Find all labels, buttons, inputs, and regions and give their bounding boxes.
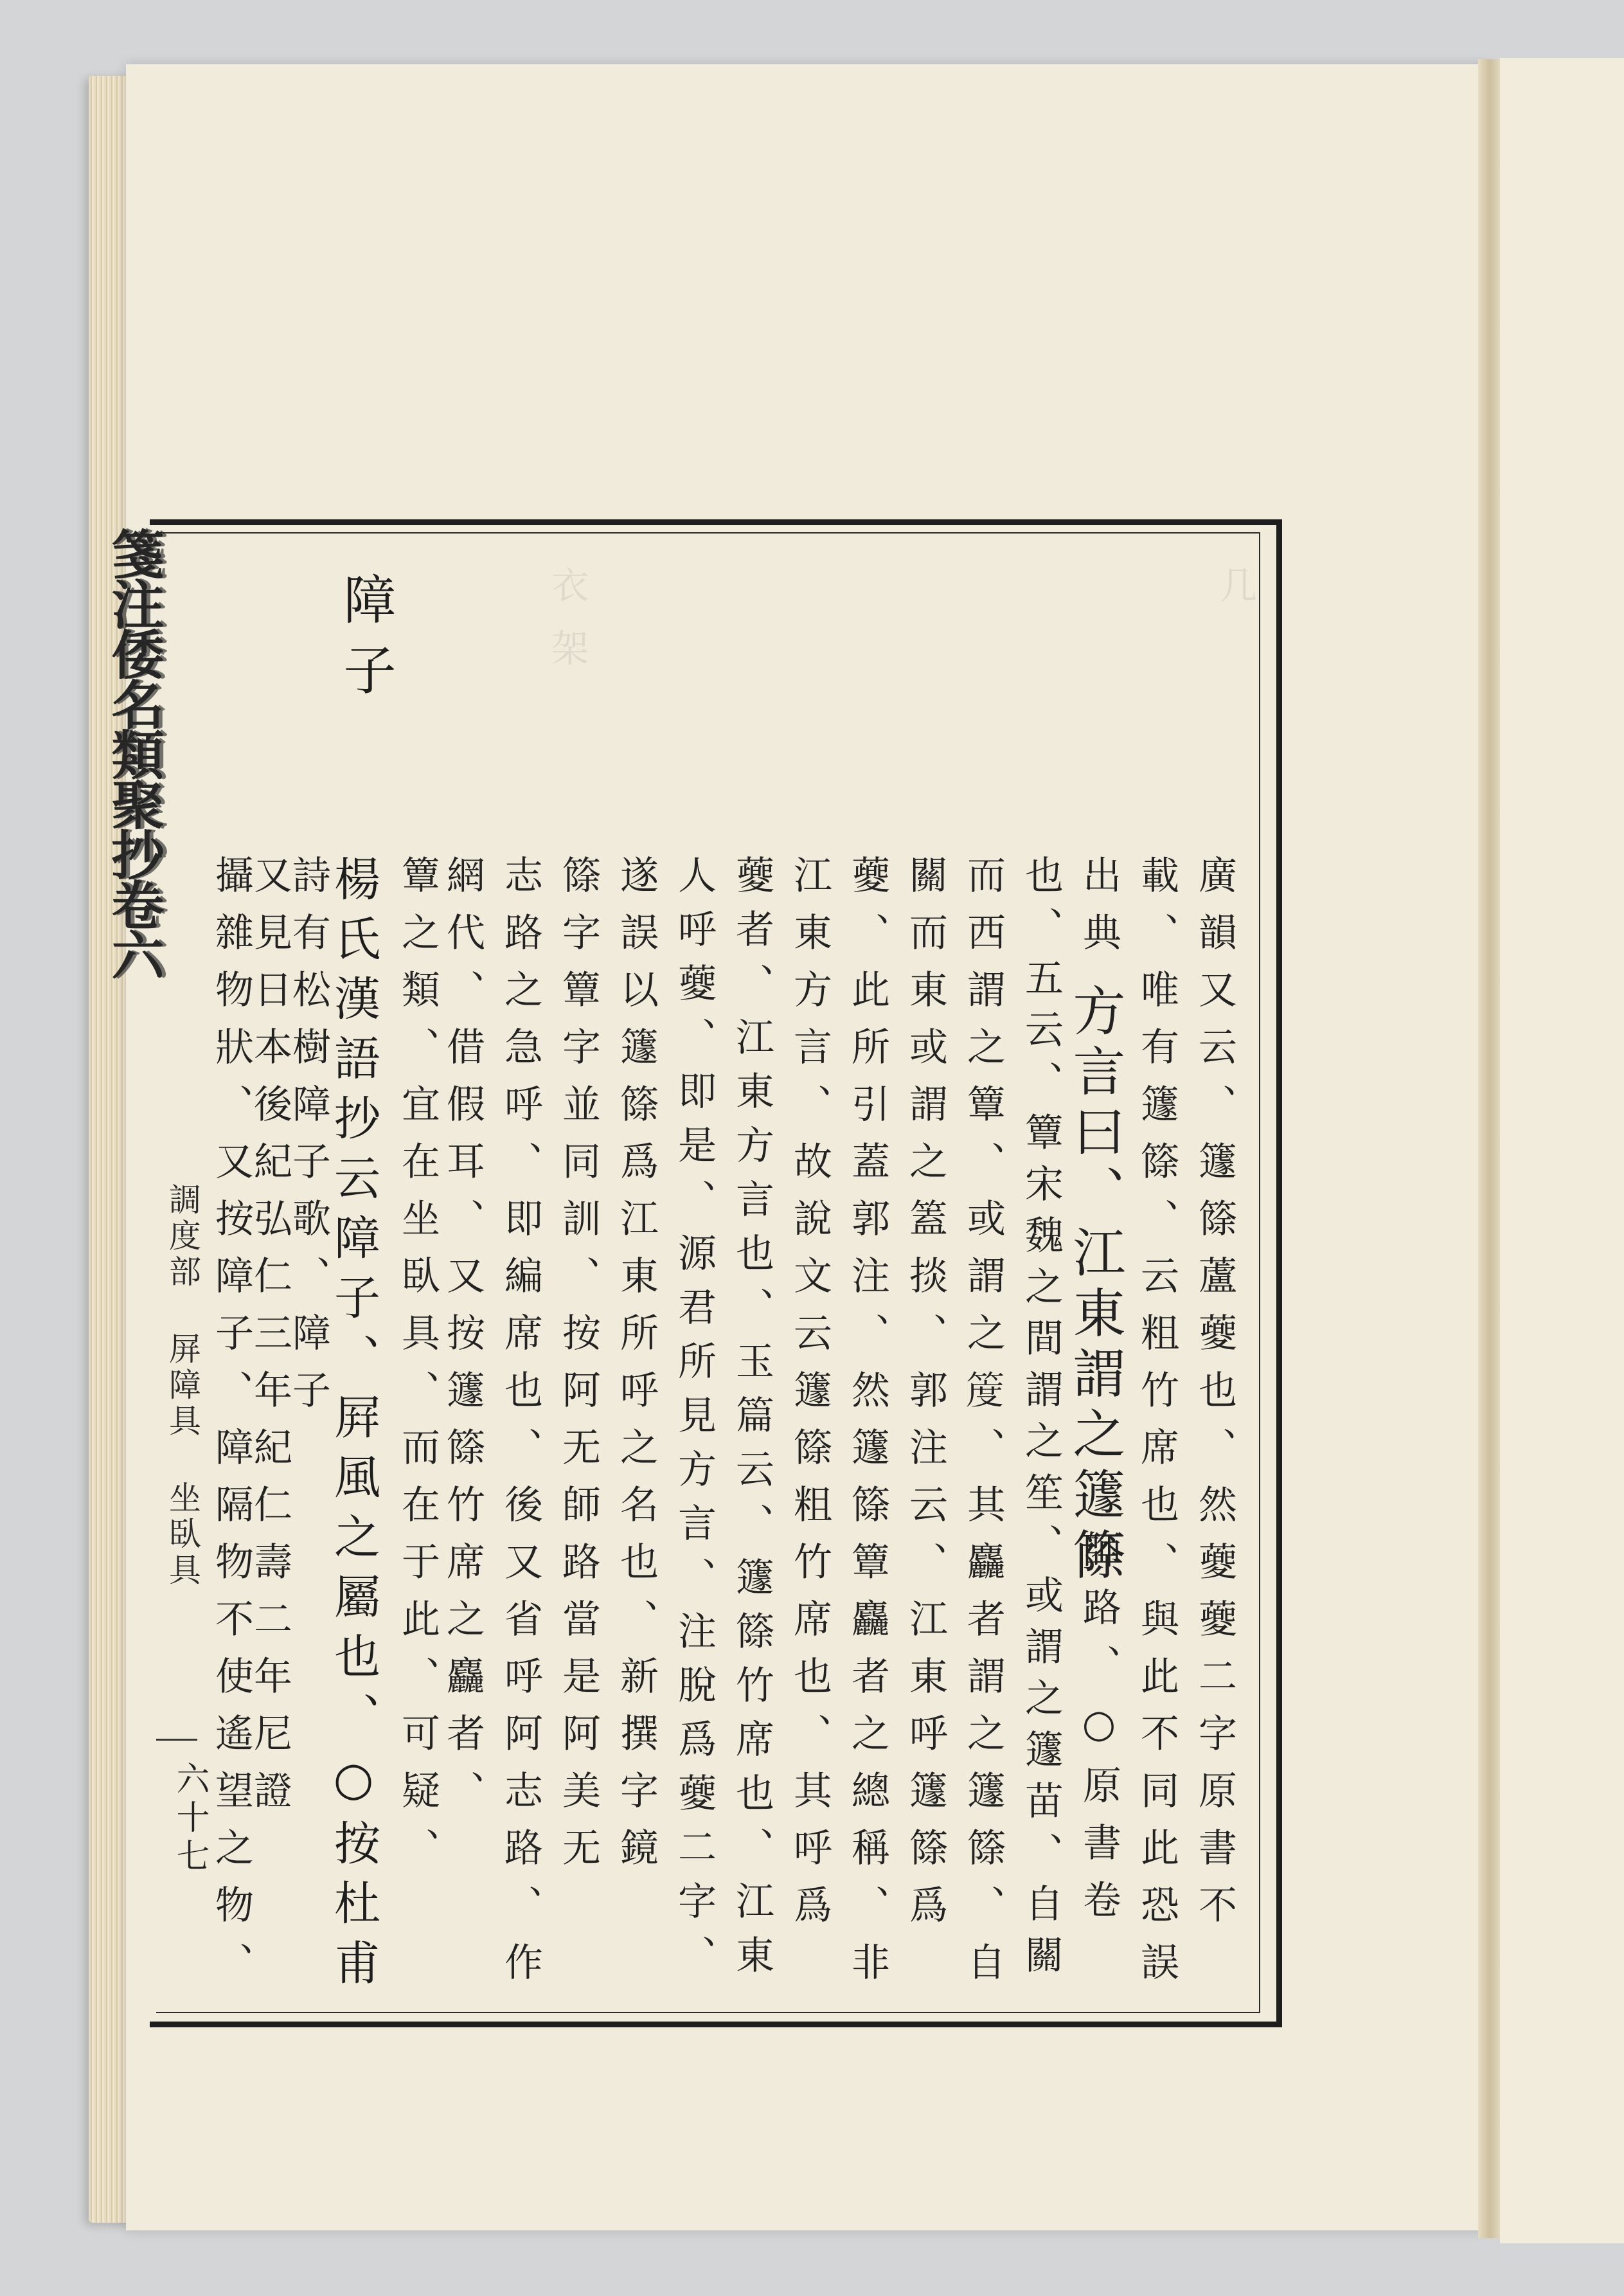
text-column: 載、唯有籧篨、云粗竹席也、與此不同此恐誤: [1134, 855, 1179, 1999]
text-column: 篨字簟字並同訓、按阿无師路當是阿美无: [556, 855, 601, 1885]
text-column: 人呼䕫、即是、源君所見方言、注脫爲䕫二字、: [672, 855, 717, 1989]
text-column: 而西謂之簟、或謂之𥯖、其麤者謂之籧篨、自: [961, 855, 1006, 1999]
page-number: 六十七: [170, 1761, 209, 1877]
text-column: 䕫者、江東方言也、玉篇云、籧篨竹席也、江東: [729, 855, 774, 1989]
section-label: 調度部 屏障具 坐臥具: [164, 1183, 201, 1589]
entry-heading: 障子: [335, 572, 396, 713]
text-column: 又見日本後紀弘仁三年紀仁壽二年尼證: [247, 855, 292, 1827]
volume-label: 卷六: [103, 878, 165, 978]
page-number-rule: [156, 1739, 197, 1741]
text-column: 䕫、此所引蓋郭注、然籧篨簟麤者之總稱、非: [845, 855, 890, 1999]
text-column: 廣韻又云、籧篨蘆䕫也、然䕫䕫二字原書不: [1192, 855, 1237, 1942]
text-column: 簟之類、宜在坐臥具、而在于此、可疑、: [395, 855, 440, 1885]
text-column: 江東方言、故說文云籧篨粗竹席也、其呼爲: [787, 855, 832, 1942]
text-column: 出典: [1076, 855, 1121, 969]
book-title: 箋注倭名類聚抄: [103, 527, 165, 878]
text-column-quote: 楊氏漢語抄云障子、屛風之屬也、○按杜甫: [326, 855, 380, 1998]
text-column: 志路之急呼、即編席也、後又省呼阿志路、作: [498, 855, 543, 1999]
facing-page: [1500, 58, 1624, 2243]
text-column: 攝雜物狀、又按障子、障隔物不使遙望之物、: [209, 855, 254, 1999]
bleed-through-text: 几: [1213, 566, 1257, 629]
running-title: [96, 527, 172, 978]
text-column: 網代、借假耳、又按籧篨竹席之麤者、: [440, 855, 485, 1827]
bleed-through-text: 衣架: [545, 566, 589, 692]
text-column-main: 方言曰、江東謂之籧篨: [1064, 983, 1125, 1588]
text-column: 師路、○原書卷: [1076, 1530, 1121, 1937]
text-column: 詩有松樹障子歌、障子: [286, 855, 331, 1427]
text-column: 關而東或謂之篕掞、郭注云、江東呼籧篨爲: [903, 855, 948, 1942]
text-column: 也、五云、簟宋魏之間謂之笙、或謂之籧苗、自關: [1019, 855, 1064, 1986]
text-column: 遂誤以籧篨爲江東所呼之名也、新撰字鏡: [614, 855, 659, 1885]
